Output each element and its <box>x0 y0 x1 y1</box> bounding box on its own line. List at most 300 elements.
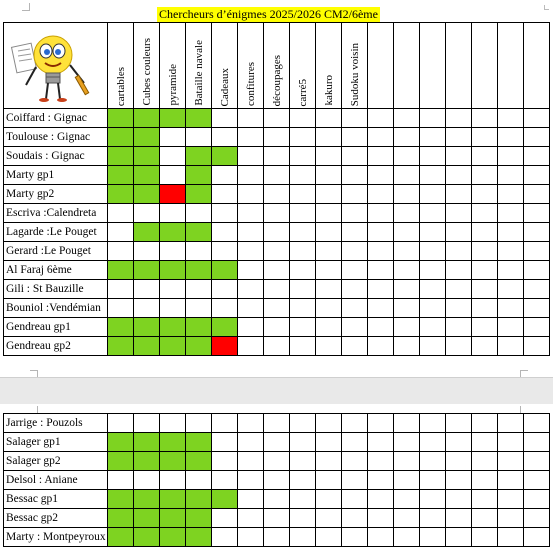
cell-empty[interactable] <box>498 204 524 223</box>
cell-empty[interactable] <box>394 242 420 261</box>
cell-empty[interactable] <box>394 433 420 452</box>
team-name-cell[interactable]: Marty gp1 <box>4 166 108 185</box>
cell-solved[interactable] <box>108 528 134 547</box>
cell-empty[interactable] <box>264 147 290 166</box>
cell-empty[interactable] <box>186 128 212 147</box>
cell-empty[interactable] <box>290 452 316 471</box>
cell-solved[interactable] <box>186 147 212 166</box>
cell-empty[interactable] <box>316 433 342 452</box>
cell-empty[interactable] <box>316 204 342 223</box>
team-name-cell[interactable]: Gili : St Bauzille <box>4 280 108 299</box>
cell-empty[interactable] <box>186 280 212 299</box>
cell-empty[interactable] <box>446 280 472 299</box>
cell-empty[interactable] <box>420 433 446 452</box>
cell-empty[interactable] <box>498 528 524 547</box>
cell-empty[interactable] <box>524 528 550 547</box>
cell-empty[interactable] <box>160 471 186 490</box>
cell-solved[interactable] <box>212 490 238 509</box>
cell-empty[interactable] <box>394 337 420 356</box>
cell-empty[interactable] <box>290 223 316 242</box>
cell-empty[interactable] <box>290 299 316 318</box>
cell-empty[interactable] <box>368 261 394 280</box>
cell-empty[interactable] <box>524 471 550 490</box>
cell-solved[interactable] <box>108 128 134 147</box>
cell-empty[interactable] <box>316 166 342 185</box>
cell-failed[interactable] <box>212 337 238 356</box>
cell-empty[interactable] <box>472 185 498 204</box>
cell-empty[interactable] <box>446 147 472 166</box>
cell-empty[interactable] <box>446 318 472 337</box>
cell-empty[interactable] <box>524 280 550 299</box>
cell-empty[interactable] <box>264 261 290 280</box>
cell-empty[interactable] <box>498 414 524 433</box>
cell-empty[interactable] <box>498 261 524 280</box>
cell-empty[interactable] <box>420 452 446 471</box>
cell-solved[interactable] <box>186 528 212 547</box>
cell-empty[interactable] <box>342 280 368 299</box>
cell-solved[interactable] <box>160 261 186 280</box>
cell-empty[interactable] <box>342 509 368 528</box>
cell-empty[interactable] <box>368 242 394 261</box>
cell-empty[interactable] <box>160 204 186 223</box>
cell-empty[interactable] <box>498 509 524 528</box>
cell-solved[interactable] <box>186 166 212 185</box>
cell-empty[interactable] <box>524 318 550 337</box>
cell-empty[interactable] <box>342 471 368 490</box>
cell-empty[interactable] <box>420 166 446 185</box>
cell-empty[interactable] <box>368 452 394 471</box>
cell-empty[interactable] <box>420 204 446 223</box>
cell-empty[interactable] <box>498 337 524 356</box>
cell-empty[interactable] <box>394 490 420 509</box>
team-name-cell[interactable]: Delsol : Aniane <box>4 471 108 490</box>
cell-empty[interactable] <box>394 528 420 547</box>
cell-solved[interactable] <box>134 223 160 242</box>
cell-empty[interactable] <box>290 337 316 356</box>
cell-empty[interactable] <box>212 471 238 490</box>
cell-empty[interactable] <box>238 433 264 452</box>
cell-empty[interactable] <box>472 433 498 452</box>
cell-empty[interactable] <box>238 109 264 128</box>
cell-empty[interactable] <box>420 223 446 242</box>
cell-empty[interactable] <box>524 128 550 147</box>
cell-empty[interactable] <box>368 223 394 242</box>
team-name-cell[interactable]: Gendreau gp1 <box>4 318 108 337</box>
team-name-cell[interactable]: Bouniol :Vendémian <box>4 299 108 318</box>
cell-empty[interactable] <box>212 452 238 471</box>
cell-empty[interactable] <box>472 299 498 318</box>
cell-empty[interactable] <box>342 204 368 223</box>
cell-empty[interactable] <box>212 109 238 128</box>
cell-solved[interactable] <box>134 185 160 204</box>
cell-empty[interactable] <box>368 528 394 547</box>
cell-empty[interactable] <box>342 128 368 147</box>
cell-empty[interactable] <box>290 433 316 452</box>
cell-empty[interactable] <box>238 337 264 356</box>
cell-empty[interactable] <box>108 223 134 242</box>
cell-empty[interactable] <box>368 299 394 318</box>
cell-empty[interactable] <box>368 490 394 509</box>
cell-empty[interactable] <box>446 299 472 318</box>
cell-empty[interactable] <box>316 509 342 528</box>
cell-solved[interactable] <box>134 166 160 185</box>
cell-solved[interactable] <box>134 147 160 166</box>
cell-empty[interactable] <box>186 204 212 223</box>
cell-empty[interactable] <box>212 414 238 433</box>
cell-empty[interactable] <box>342 490 368 509</box>
cell-solved[interactable] <box>134 509 160 528</box>
team-name-cell[interactable]: Marty : Montpeyroux <box>4 528 108 547</box>
cell-empty[interactable] <box>472 166 498 185</box>
cell-empty[interactable] <box>160 128 186 147</box>
cell-empty[interactable] <box>316 414 342 433</box>
cell-solved[interactable] <box>160 337 186 356</box>
cell-empty[interactable] <box>394 204 420 223</box>
cell-solved[interactable] <box>186 433 212 452</box>
cell-empty[interactable] <box>264 433 290 452</box>
cell-empty[interactable] <box>290 166 316 185</box>
cell-empty[interactable] <box>316 261 342 280</box>
cell-empty[interactable] <box>342 299 368 318</box>
cell-empty[interactable] <box>394 280 420 299</box>
cell-solved[interactable] <box>160 223 186 242</box>
cell-empty[interactable] <box>394 414 420 433</box>
cell-empty[interactable] <box>238 299 264 318</box>
cell-solved[interactable] <box>134 128 160 147</box>
cell-empty[interactable] <box>134 242 160 261</box>
cell-empty[interactable] <box>290 471 316 490</box>
cell-empty[interactable] <box>108 471 134 490</box>
cell-empty[interactable] <box>420 109 446 128</box>
cell-empty[interactable] <box>316 471 342 490</box>
cell-empty[interactable] <box>446 185 472 204</box>
cell-empty[interactable] <box>186 471 212 490</box>
cell-empty[interactable] <box>238 185 264 204</box>
cell-empty[interactable] <box>394 471 420 490</box>
cell-solved[interactable] <box>186 223 212 242</box>
cell-empty[interactable] <box>186 299 212 318</box>
cell-empty[interactable] <box>316 185 342 204</box>
cell-empty[interactable] <box>342 147 368 166</box>
cell-solved[interactable] <box>108 433 134 452</box>
cell-empty[interactable] <box>524 452 550 471</box>
cell-empty[interactable] <box>498 166 524 185</box>
cell-solved[interactable] <box>160 433 186 452</box>
team-name-cell[interactable]: Lagarde :Le Pouget <box>4 223 108 242</box>
cell-empty[interactable] <box>472 471 498 490</box>
team-name-cell[interactable]: Gerard :Le Pouget <box>4 242 108 261</box>
cell-empty[interactable] <box>498 147 524 166</box>
cell-empty[interactable] <box>498 280 524 299</box>
cell-empty[interactable] <box>108 414 134 433</box>
cell-empty[interactable] <box>368 147 394 166</box>
cell-empty[interactable] <box>290 528 316 547</box>
team-name-cell[interactable]: Marty gp2 <box>4 185 108 204</box>
cell-empty[interactable] <box>446 528 472 547</box>
cell-empty[interactable] <box>420 299 446 318</box>
cell-empty[interactable] <box>446 414 472 433</box>
cell-empty[interactable] <box>472 490 498 509</box>
cell-empty[interactable] <box>238 490 264 509</box>
cell-empty[interactable] <box>108 204 134 223</box>
cell-empty[interactable] <box>290 242 316 261</box>
cell-solved[interactable] <box>108 337 134 356</box>
cell-empty[interactable] <box>342 109 368 128</box>
cell-empty[interactable] <box>446 128 472 147</box>
cell-empty[interactable] <box>290 318 316 337</box>
cell-empty[interactable] <box>394 261 420 280</box>
cell-empty[interactable] <box>290 185 316 204</box>
cell-solved[interactable] <box>186 337 212 356</box>
cell-empty[interactable] <box>212 185 238 204</box>
team-name-cell[interactable]: Soudais : Gignac <box>4 147 108 166</box>
cell-empty[interactable] <box>342 337 368 356</box>
cell-empty[interactable] <box>446 471 472 490</box>
cell-empty[interactable] <box>446 261 472 280</box>
cell-empty[interactable] <box>316 147 342 166</box>
cell-solved[interactable] <box>134 318 160 337</box>
cell-empty[interactable] <box>238 509 264 528</box>
cell-empty[interactable] <box>264 204 290 223</box>
cell-solved[interactable] <box>108 452 134 471</box>
cell-empty[interactable] <box>316 128 342 147</box>
cell-empty[interactable] <box>134 471 160 490</box>
cell-empty[interactable] <box>446 509 472 528</box>
cell-empty[interactable] <box>368 337 394 356</box>
team-name-cell[interactable]: Jarrige : Pouzols <box>4 414 108 433</box>
cell-empty[interactable] <box>420 147 446 166</box>
cell-empty[interactable] <box>420 490 446 509</box>
cell-empty[interactable] <box>238 471 264 490</box>
cell-empty[interactable] <box>264 471 290 490</box>
cell-empty[interactable] <box>524 147 550 166</box>
cell-empty[interactable] <box>524 299 550 318</box>
cell-solved[interactable] <box>108 109 134 128</box>
cell-empty[interactable] <box>212 299 238 318</box>
cell-empty[interactable] <box>238 414 264 433</box>
cell-empty[interactable] <box>394 509 420 528</box>
cell-empty[interactable] <box>108 280 134 299</box>
cell-solved[interactable] <box>186 509 212 528</box>
cell-empty[interactable] <box>342 166 368 185</box>
cell-empty[interactable] <box>342 452 368 471</box>
cell-empty[interactable] <box>368 109 394 128</box>
cell-empty[interactable] <box>264 318 290 337</box>
cell-empty[interactable] <box>446 242 472 261</box>
cell-empty[interactable] <box>342 528 368 547</box>
cell-empty[interactable] <box>472 261 498 280</box>
cell-empty[interactable] <box>446 452 472 471</box>
cell-empty[interactable] <box>316 109 342 128</box>
cell-solved[interactable] <box>134 261 160 280</box>
cell-failed[interactable] <box>160 185 186 204</box>
cell-empty[interactable] <box>368 509 394 528</box>
cell-solved[interactable] <box>134 109 160 128</box>
cell-empty[interactable] <box>446 166 472 185</box>
cell-empty[interactable] <box>238 261 264 280</box>
cell-solved[interactable] <box>108 166 134 185</box>
team-name-cell[interactable]: Al Faraj 6ème <box>4 261 108 280</box>
cell-empty[interactable] <box>524 509 550 528</box>
cell-empty[interactable] <box>368 433 394 452</box>
cell-empty[interactable] <box>316 223 342 242</box>
cell-empty[interactable] <box>394 185 420 204</box>
cell-empty[interactable] <box>238 528 264 547</box>
cell-empty[interactable] <box>212 509 238 528</box>
cell-empty[interactable] <box>420 261 446 280</box>
cell-empty[interactable] <box>238 318 264 337</box>
cell-solved[interactable] <box>134 433 160 452</box>
cell-empty[interactable] <box>420 528 446 547</box>
team-name-cell[interactable]: Gendreau gp2 <box>4 337 108 356</box>
cell-empty[interactable] <box>212 280 238 299</box>
cell-empty[interactable] <box>368 414 394 433</box>
cell-empty[interactable] <box>498 318 524 337</box>
cell-empty[interactable] <box>212 242 238 261</box>
cell-empty[interactable] <box>342 433 368 452</box>
cell-empty[interactable] <box>368 471 394 490</box>
cell-solved[interactable] <box>160 490 186 509</box>
cell-empty[interactable] <box>316 452 342 471</box>
cell-empty[interactable] <box>420 337 446 356</box>
cell-empty[interactable] <box>420 318 446 337</box>
cell-empty[interactable] <box>368 318 394 337</box>
cell-empty[interactable] <box>212 433 238 452</box>
cell-solved[interactable] <box>108 185 134 204</box>
cell-empty[interactable] <box>290 509 316 528</box>
cell-empty[interactable] <box>524 185 550 204</box>
cell-empty[interactable] <box>290 414 316 433</box>
cell-empty[interactable] <box>524 261 550 280</box>
cell-empty[interactable] <box>290 490 316 509</box>
cell-empty[interactable] <box>134 204 160 223</box>
cell-empty[interactable] <box>498 433 524 452</box>
cell-empty[interactable] <box>368 280 394 299</box>
cell-solved[interactable] <box>108 509 134 528</box>
cell-empty[interactable] <box>498 452 524 471</box>
cell-empty[interactable] <box>420 509 446 528</box>
team-name-cell[interactable]: Salager gp2 <box>4 452 108 471</box>
cell-empty[interactable] <box>498 299 524 318</box>
cell-empty[interactable] <box>160 147 186 166</box>
cell-solved[interactable] <box>108 490 134 509</box>
cell-solved[interactable] <box>186 490 212 509</box>
cell-solved[interactable] <box>186 185 212 204</box>
cell-empty[interactable] <box>498 242 524 261</box>
cell-empty[interactable] <box>394 166 420 185</box>
cell-empty[interactable] <box>264 166 290 185</box>
cell-solved[interactable] <box>212 261 238 280</box>
cell-empty[interactable] <box>472 109 498 128</box>
cell-empty[interactable] <box>498 128 524 147</box>
cell-empty[interactable] <box>342 414 368 433</box>
cell-empty[interactable] <box>394 223 420 242</box>
cell-empty[interactable] <box>134 280 160 299</box>
cell-empty[interactable] <box>446 490 472 509</box>
cell-empty[interactable] <box>264 509 290 528</box>
cell-empty[interactable] <box>264 528 290 547</box>
cell-empty[interactable] <box>446 433 472 452</box>
cell-empty[interactable] <box>316 318 342 337</box>
cell-solved[interactable] <box>134 528 160 547</box>
cell-empty[interactable] <box>498 185 524 204</box>
cell-empty[interactable] <box>134 299 160 318</box>
cell-empty[interactable] <box>264 299 290 318</box>
cell-empty[interactable] <box>212 204 238 223</box>
cell-empty[interactable] <box>264 242 290 261</box>
cell-empty[interactable] <box>238 204 264 223</box>
cell-empty[interactable] <box>420 471 446 490</box>
cell-empty[interactable] <box>238 128 264 147</box>
cell-empty[interactable] <box>420 280 446 299</box>
cell-solved[interactable] <box>186 109 212 128</box>
cell-solved[interactable] <box>160 109 186 128</box>
cell-empty[interactable] <box>212 128 238 147</box>
cell-empty[interactable] <box>238 452 264 471</box>
cell-empty[interactable] <box>524 109 550 128</box>
cell-empty[interactable] <box>290 147 316 166</box>
team-name-cell[interactable]: Bessac gp1 <box>4 490 108 509</box>
cell-empty[interactable] <box>498 223 524 242</box>
cell-empty[interactable] <box>394 318 420 337</box>
cell-empty[interactable] <box>420 128 446 147</box>
cell-empty[interactable] <box>394 452 420 471</box>
cell-solved[interactable] <box>160 509 186 528</box>
cell-empty[interactable] <box>446 109 472 128</box>
cell-empty[interactable] <box>472 204 498 223</box>
cell-empty[interactable] <box>472 128 498 147</box>
cell-empty[interactable] <box>212 223 238 242</box>
team-name-cell[interactable]: Salager gp1 <box>4 433 108 452</box>
cell-empty[interactable] <box>316 337 342 356</box>
cell-empty[interactable] <box>446 223 472 242</box>
cell-empty[interactable] <box>238 280 264 299</box>
cell-solved[interactable] <box>212 318 238 337</box>
cell-solved[interactable] <box>108 318 134 337</box>
cell-empty[interactable] <box>264 337 290 356</box>
cell-solved[interactable] <box>186 452 212 471</box>
cell-empty[interactable] <box>342 242 368 261</box>
cell-empty[interactable] <box>472 509 498 528</box>
cell-empty[interactable] <box>264 185 290 204</box>
cell-empty[interactable] <box>238 242 264 261</box>
cell-empty[interactable] <box>290 128 316 147</box>
cell-empty[interactable] <box>264 490 290 509</box>
cell-empty[interactable] <box>394 109 420 128</box>
cell-empty[interactable] <box>290 204 316 223</box>
cell-empty[interactable] <box>420 414 446 433</box>
cell-empty[interactable] <box>472 414 498 433</box>
cell-empty[interactable] <box>368 185 394 204</box>
cell-empty[interactable] <box>212 528 238 547</box>
cell-empty[interactable] <box>368 204 394 223</box>
cell-solved[interactable] <box>108 147 134 166</box>
team-name-cell[interactable]: Bessac gp2 <box>4 509 108 528</box>
cell-empty[interactable] <box>472 223 498 242</box>
cell-empty[interactable] <box>264 452 290 471</box>
cell-empty[interactable] <box>342 318 368 337</box>
cell-solved[interactable] <box>134 490 160 509</box>
cell-empty[interactable] <box>524 433 550 452</box>
cell-empty[interactable] <box>316 280 342 299</box>
cell-empty[interactable] <box>238 147 264 166</box>
cell-empty[interactable] <box>342 223 368 242</box>
cell-empty[interactable] <box>498 471 524 490</box>
team-name-cell[interactable]: Escriva :Calendreta <box>4 204 108 223</box>
cell-empty[interactable] <box>264 128 290 147</box>
cell-solved[interactable] <box>108 261 134 280</box>
team-name-cell[interactable]: Toulouse : Gignac <box>4 128 108 147</box>
